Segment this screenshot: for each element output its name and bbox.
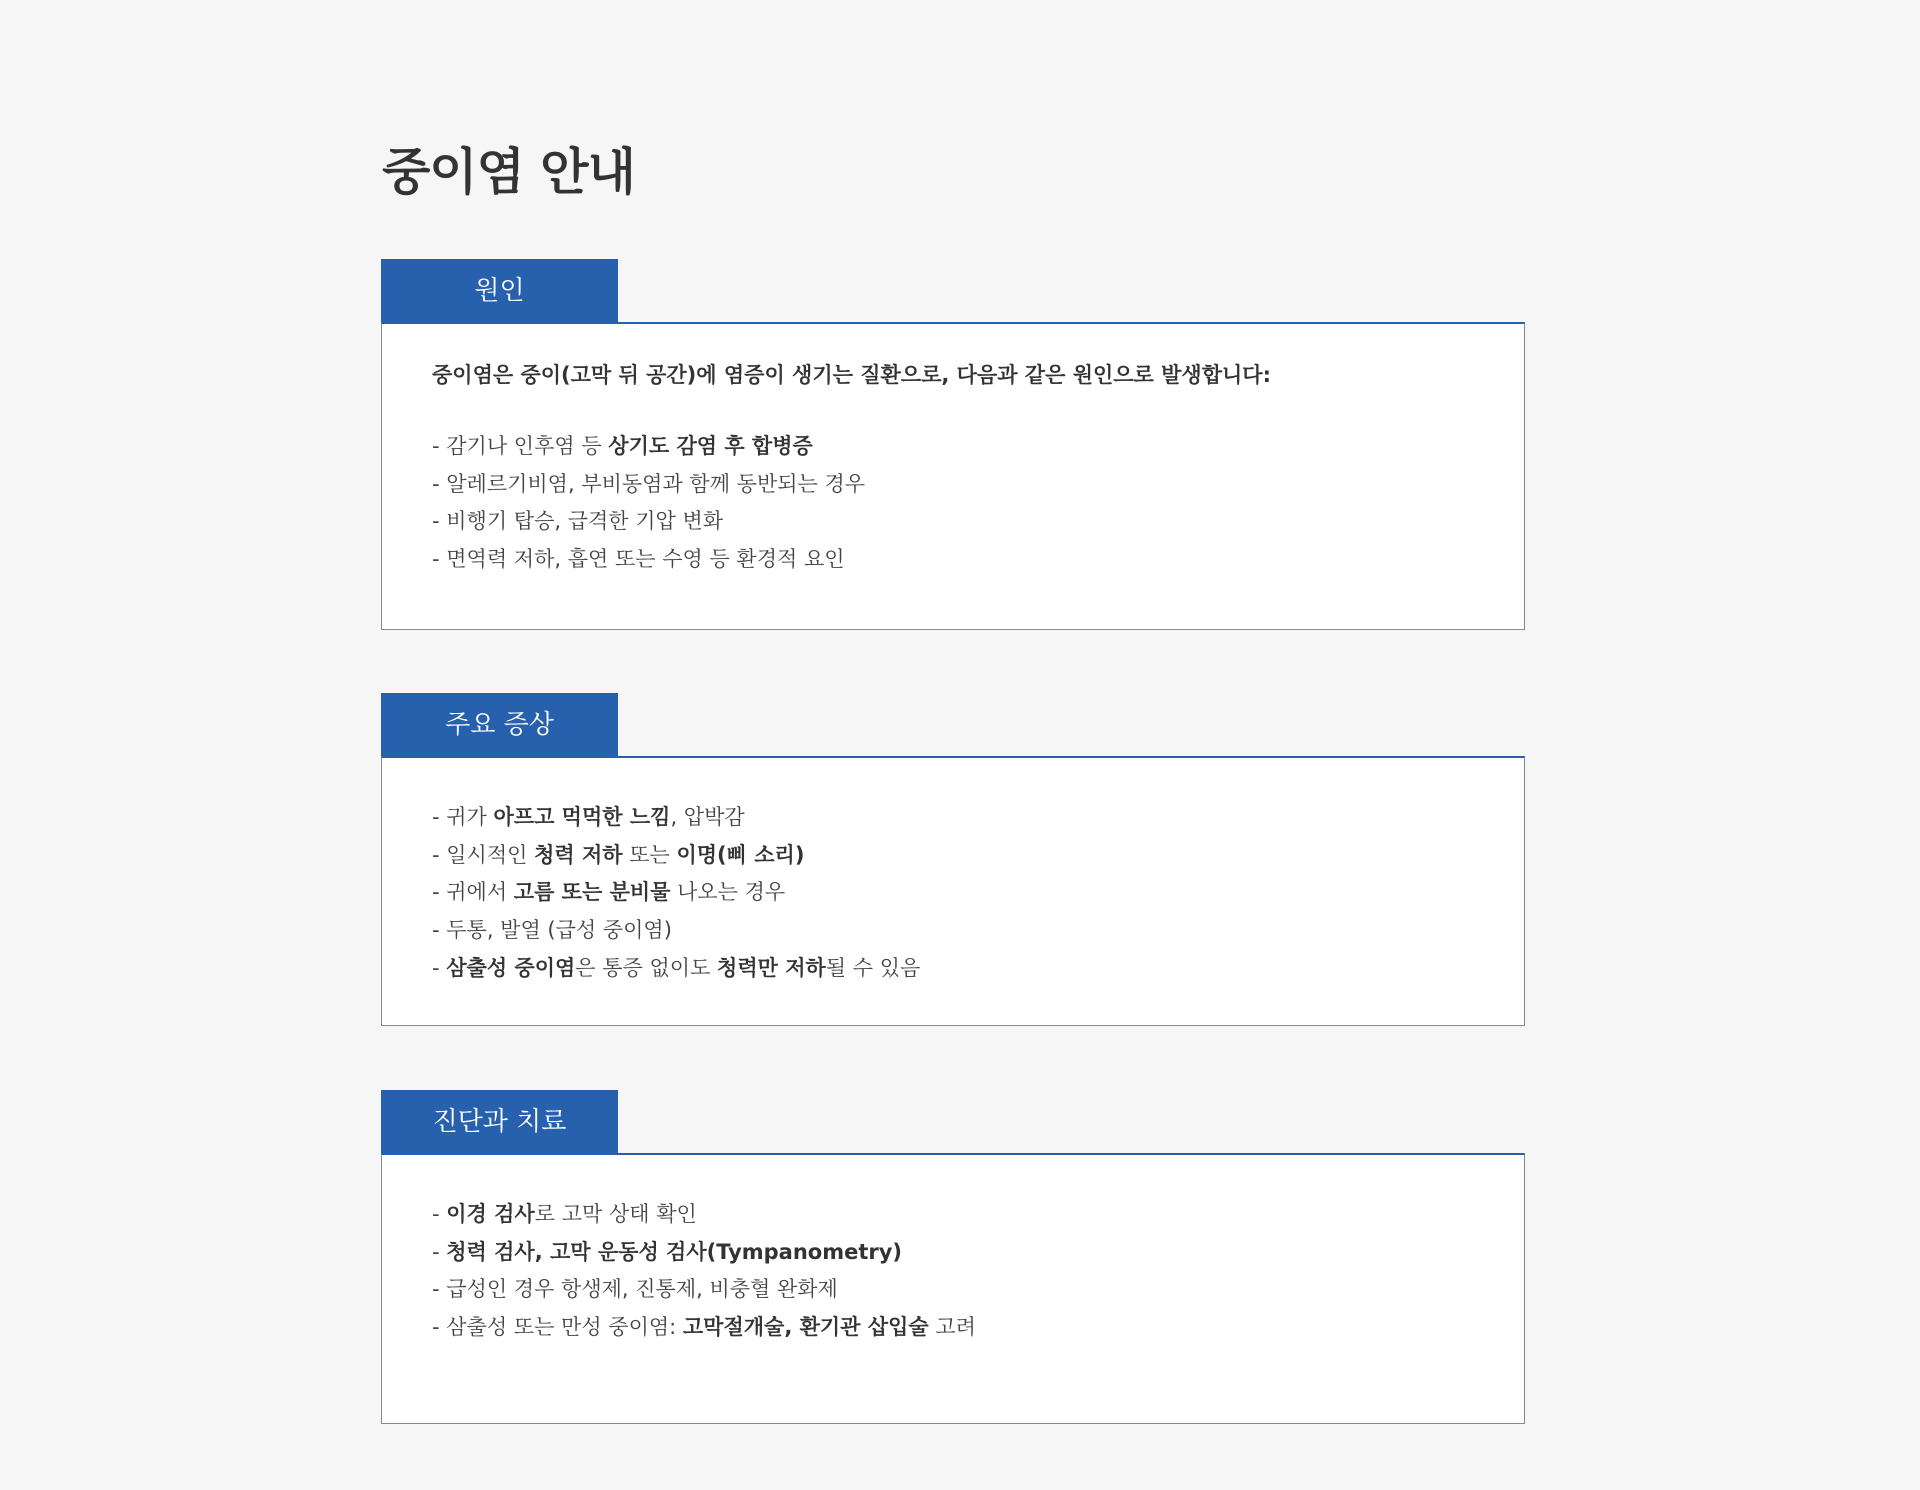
section-box-causes — [381, 322, 1525, 630]
list-item-text: - 귀에서 — [432, 880, 514, 905]
list-item — [432, 503, 1474, 541]
emphasis-text: 고막절개술, 환기관 삽입술 — [682, 1315, 929, 1340]
section-tab-causes: 원인 — [381, 259, 618, 324]
list-item — [432, 912, 1474, 950]
list-item-text: - 비행기 탑승, 급격한 기압 변화 — [432, 509, 724, 534]
list-item-text: - 급성인 경우 항생제, 진통제, 비충혈 완화제 — [432, 1277, 838, 1302]
emphasis-text: 이명(삐 소리) — [676, 842, 805, 867]
emphasis-text: 이경 검사 — [446, 1202, 535, 1226]
list-item — [432, 874, 1474, 912]
list-item-text: - — [432, 1239, 447, 1264]
list-item-text: 은 통증 없이도 — [575, 955, 718, 980]
list-item-text: - 알레르기비염, 부비동염과 함께 동반되는 경우 — [432, 471, 866, 496]
list-item — [432, 1234, 1474, 1272]
list-item — [432, 428, 1474, 466]
list-item-text: 고려 — [928, 1315, 976, 1340]
emphasis-text: 청력 저하 — [534, 842, 623, 867]
emphasis-text: 청력만 저하 — [717, 955, 826, 980]
list-item-text: - 면역력 저하, 흡연 또는 수영 등 환경적 요인 — [432, 547, 845, 572]
list-item-text: - 감기나 인후염 등 — [432, 434, 609, 458]
diagnosis-treatment-list — [432, 1196, 1474, 1347]
list-item — [432, 799, 1474, 837]
emphasis-text: 청력 검사, 고막 운동성 검사(Tympanometry) — [446, 1239, 903, 1264]
section-box-symptoms — [381, 756, 1525, 1026]
page-title: 중이염 안내 — [382, 143, 635, 201]
list-item-text: - 귀가 — [432, 805, 494, 829]
list-item — [432, 1196, 1474, 1234]
emphasis-text: 고름 또는 분비물 — [513, 880, 671, 905]
list-item — [432, 1309, 1474, 1347]
list-item-text: 나오는 경우 — [670, 880, 786, 905]
list-item — [432, 1271, 1474, 1309]
list-item — [432, 541, 1474, 579]
list-item-text: 또는 — [622, 842, 677, 867]
list-item-text: - 삼출성 또는 만성 중이염: — [432, 1315, 683, 1340]
list-item-text: 로 고막 상태 확인 — [534, 1202, 697, 1226]
list-item-text: , 압박감 — [670, 805, 745, 829]
list-item-text: 될 수 있음 — [825, 955, 921, 980]
list-item — [432, 466, 1474, 504]
emphasis-text: 상기도 감염 후 합병증 — [608, 434, 813, 458]
list-item — [432, 950, 1474, 988]
list-item-text: - — [432, 1202, 447, 1226]
emphasis-text: 아프고 먹먹한 느낌 — [493, 805, 671, 829]
emphasis-text: 삼출성 중이염 — [446, 955, 576, 980]
list-item — [432, 837, 1474, 875]
list-item-text: - — [432, 955, 447, 980]
section-tab-diagnosis-treatment: 진단과 치료 — [381, 1090, 618, 1155]
section-tab-symptoms: 주요 증상 — [381, 693, 618, 758]
section-box-diagnosis-treatment — [381, 1153, 1525, 1424]
list-item-text: - 두통, 발열 (급성 중이염) — [432, 918, 672, 943]
symptoms-list — [432, 799, 1474, 988]
section-intro: 중이염은 중이(고막 뒤 공간)에 염증이 생기는 질환으로, 다음과 같은 원인으로 발생합니다: — [432, 363, 1271, 387]
causes-list — [432, 428, 1474, 579]
list-item-text: - 일시적인 — [432, 842, 535, 867]
